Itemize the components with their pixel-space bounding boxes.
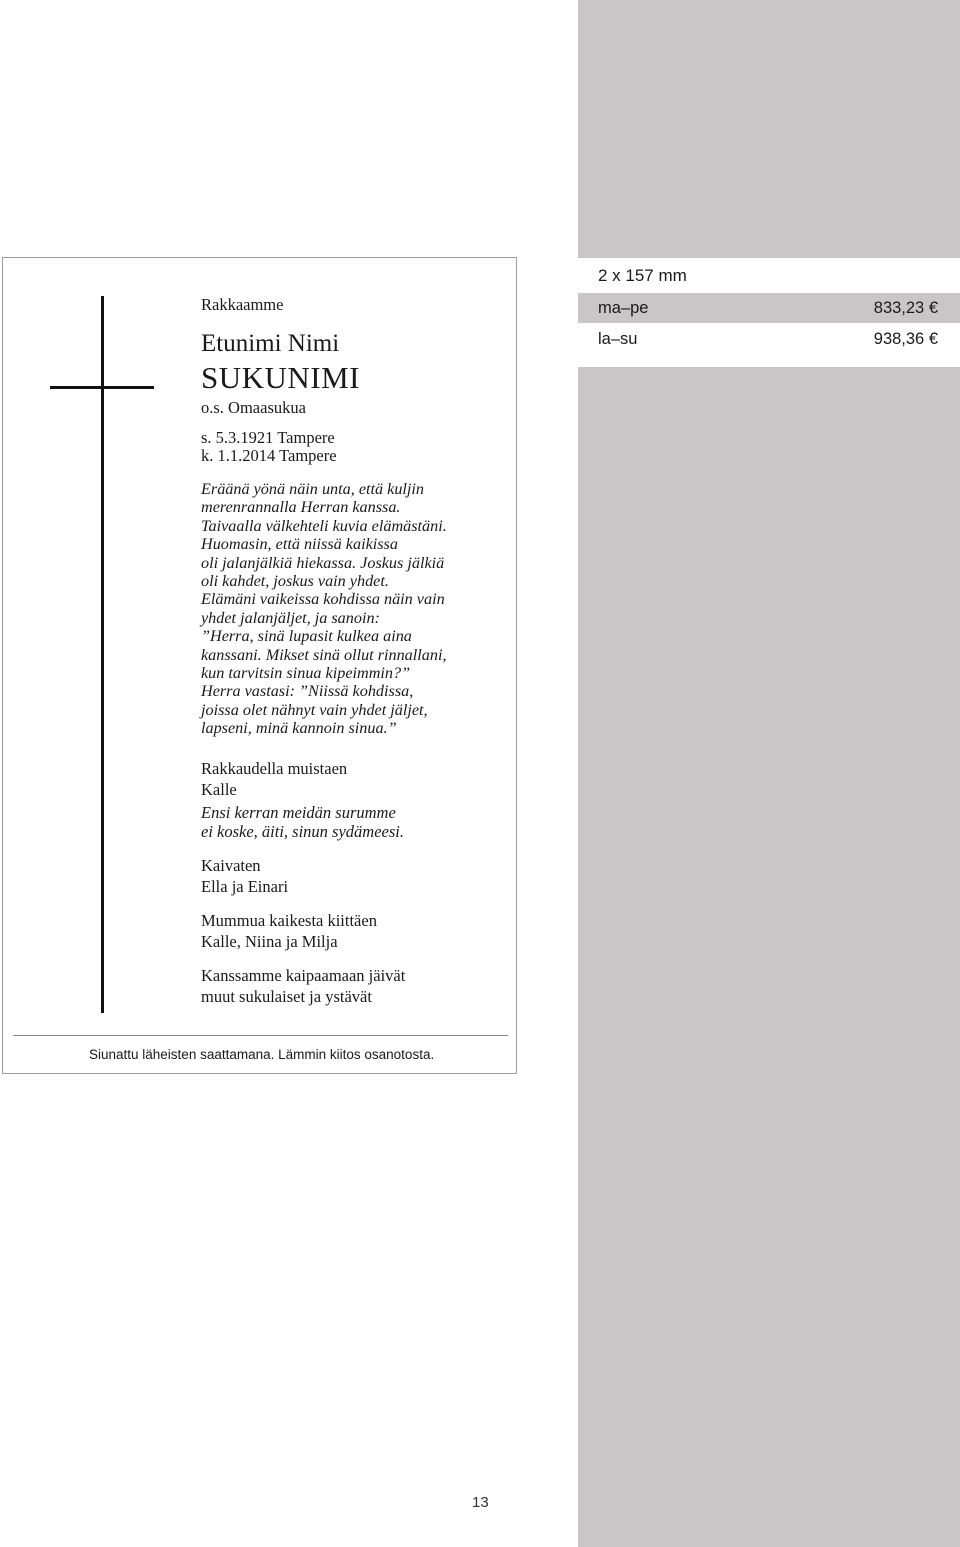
poem-line: joissa olet nähnyt vain yhdet jäljet, [201, 700, 428, 719]
verse-line: Ensi kerran meidän surumme [201, 803, 396, 822]
signer: Kalle, Niina ja Milja [201, 932, 338, 951]
poem-line: Eräänä yönä näin unta, että kuljin [201, 480, 425, 498]
greeting: Kanssamme kaipaamaan jäivät [201, 966, 406, 985]
poem [201, 480, 511, 738]
poem-line: Taivaalla välkehteli kuvia elämästäni. [201, 516, 447, 535]
greeting: Rakkaudella muistaen [201, 759, 348, 778]
birth-date: s. 5.3.1921 Tampere [201, 428, 335, 447]
poem-line: Huomasin, että niissä kaikissa [201, 535, 398, 554]
poem-line: Elämäni vaikeissa kohdissa näin vain [201, 590, 445, 609]
price-amount: 833,23 € [873, 299, 938, 317]
price-days: la–su [598, 330, 638, 348]
page-number: 13 [472, 1494, 489, 1511]
poem-line: oli jalanjälkiä hiekassa. Joskus jälkiä [201, 553, 445, 572]
divider [13, 1035, 508, 1036]
surname: SUKUNIMI [201, 360, 360, 395]
signer: muut sukulaiset ja ystävät [201, 987, 372, 1006]
poem-line: ”Herra, sinä lupasit kulkea aina [201, 627, 412, 646]
sidebar-panel [578, 0, 960, 1547]
poem-line: yhdet jalanjäljet, ja sanoin: [201, 608, 380, 627]
signer: Ella ja Einari [201, 877, 289, 896]
footer-note: Siunattu läheisten saattamana. Lämmin kiitos osanotosta. [89, 1047, 435, 1062]
poem-line: lapseni, minä kannoin sinua.” [201, 719, 397, 738]
first-names: Etunimi Nimi [201, 330, 340, 357]
intro-text: Rakkaamme [201, 295, 284, 314]
poem-line: kun tarvitsin sinua kipeimmin?” [201, 664, 411, 683]
poem-line: Herra vastasi: ”Niissä kohdissa, [201, 682, 414, 701]
poem-line: merenrannalla Herran kanssa. [201, 498, 401, 517]
greeting: Mummua kaikesta kiittäen [201, 911, 377, 930]
obituary-ad [2, 257, 517, 1074]
ad-size-label: 2 x 157 mm [598, 266, 687, 285]
signer: Kalle [201, 780, 237, 799]
maiden-name: o.s. Omaasukua [201, 398, 306, 417]
price-amount: 938,36 € [873, 330, 938, 348]
death-date: k. 1.1.2014 Tampere [201, 446, 337, 465]
price-row-weekday [578, 293, 960, 323]
verse-line: ei koske, äiti, sinun sydämeesi. [201, 822, 404, 841]
price-box [578, 258, 960, 367]
poem-line: kanssani. Mikset sinä ollut rinnallani, [201, 645, 447, 664]
price-row-weekend [578, 324, 960, 354]
greeting: Kaivaten [201, 856, 261, 875]
price-days: ma–pe [598, 299, 649, 317]
poem-line: oli kahdet, joskus vain yhdet. [201, 572, 389, 591]
cross-icon [101, 296, 104, 1013]
cross-icon-bar [50, 386, 154, 389]
